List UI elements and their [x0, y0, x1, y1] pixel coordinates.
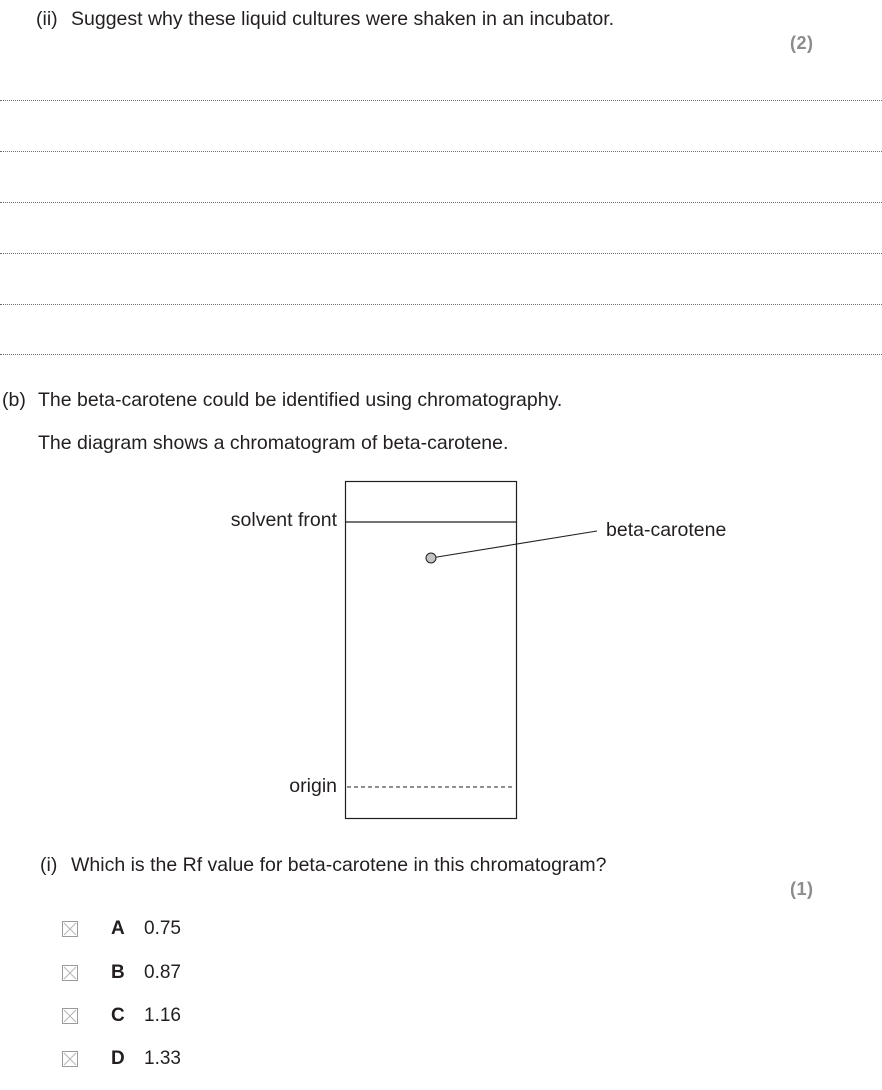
- question-i-number: (i): [40, 854, 58, 876]
- option-c-letter: C: [111, 1005, 125, 1026]
- option-c-checkbox[interactable]: [62, 1008, 78, 1024]
- cross-box-icon: [63, 1052, 77, 1066]
- origin-label: origin: [289, 775, 337, 797]
- answer-line[interactable]: [0, 253, 882, 254]
- part-b-intro: The beta-carotene could be identified using chromatography.: [38, 389, 563, 411]
- question-i-marks: (1): [790, 879, 814, 899]
- option-a[interactable]: [62, 918, 202, 940]
- option-b-letter: B: [111, 962, 125, 983]
- option-b-checkbox[interactable]: [62, 965, 78, 981]
- question-ii-marks: (2): [790, 33, 814, 53]
- chromatography-paper: [346, 482, 517, 819]
- option-a-letter: A: [111, 918, 125, 939]
- solvent-front-label: solvent front: [230, 509, 337, 531]
- option-d-value: 1.33: [144, 1048, 181, 1069]
- cross-box-icon: [63, 1009, 77, 1023]
- question-i-text: Which is the Rf value for beta-carotene in this chromatogram?: [71, 854, 607, 876]
- answer-line[interactable]: [0, 202, 882, 203]
- question-ii-number: (ii): [36, 8, 58, 30]
- answer-line[interactable]: [0, 151, 882, 152]
- beta-carotene-label: beta-carotene: [606, 519, 727, 541]
- answer-line[interactable]: [0, 354, 882, 355]
- option-b[interactable]: [62, 962, 202, 984]
- option-d[interactable]: [62, 1048, 202, 1070]
- answer-line[interactable]: [0, 100, 882, 101]
- option-b-value: 0.87: [144, 962, 181, 983]
- option-a-value: 0.75: [144, 918, 181, 939]
- chromatogram-diagram: [0, 470, 882, 830]
- option-d-letter: D: [111, 1048, 125, 1069]
- option-c[interactable]: [62, 1005, 202, 1027]
- part-b-label: (b): [2, 389, 26, 411]
- diagram-caption: The diagram shows a chromatogram of beta-carotene.: [38, 432, 509, 454]
- question-ii-text: Suggest why these liquid cultures were shaken in an incubator.: [71, 8, 615, 30]
- cross-box-icon: [63, 966, 77, 980]
- option-d-checkbox[interactable]: [62, 1051, 78, 1067]
- option-c-value: 1.16: [144, 1005, 181, 1026]
- option-a-checkbox[interactable]: [62, 921, 78, 937]
- cross-box-icon: [63, 922, 77, 936]
- beta-carotene-spot: [426, 553, 436, 563]
- answer-line[interactable]: [0, 304, 882, 305]
- beta-carotene-leader-line: [431, 531, 597, 558]
